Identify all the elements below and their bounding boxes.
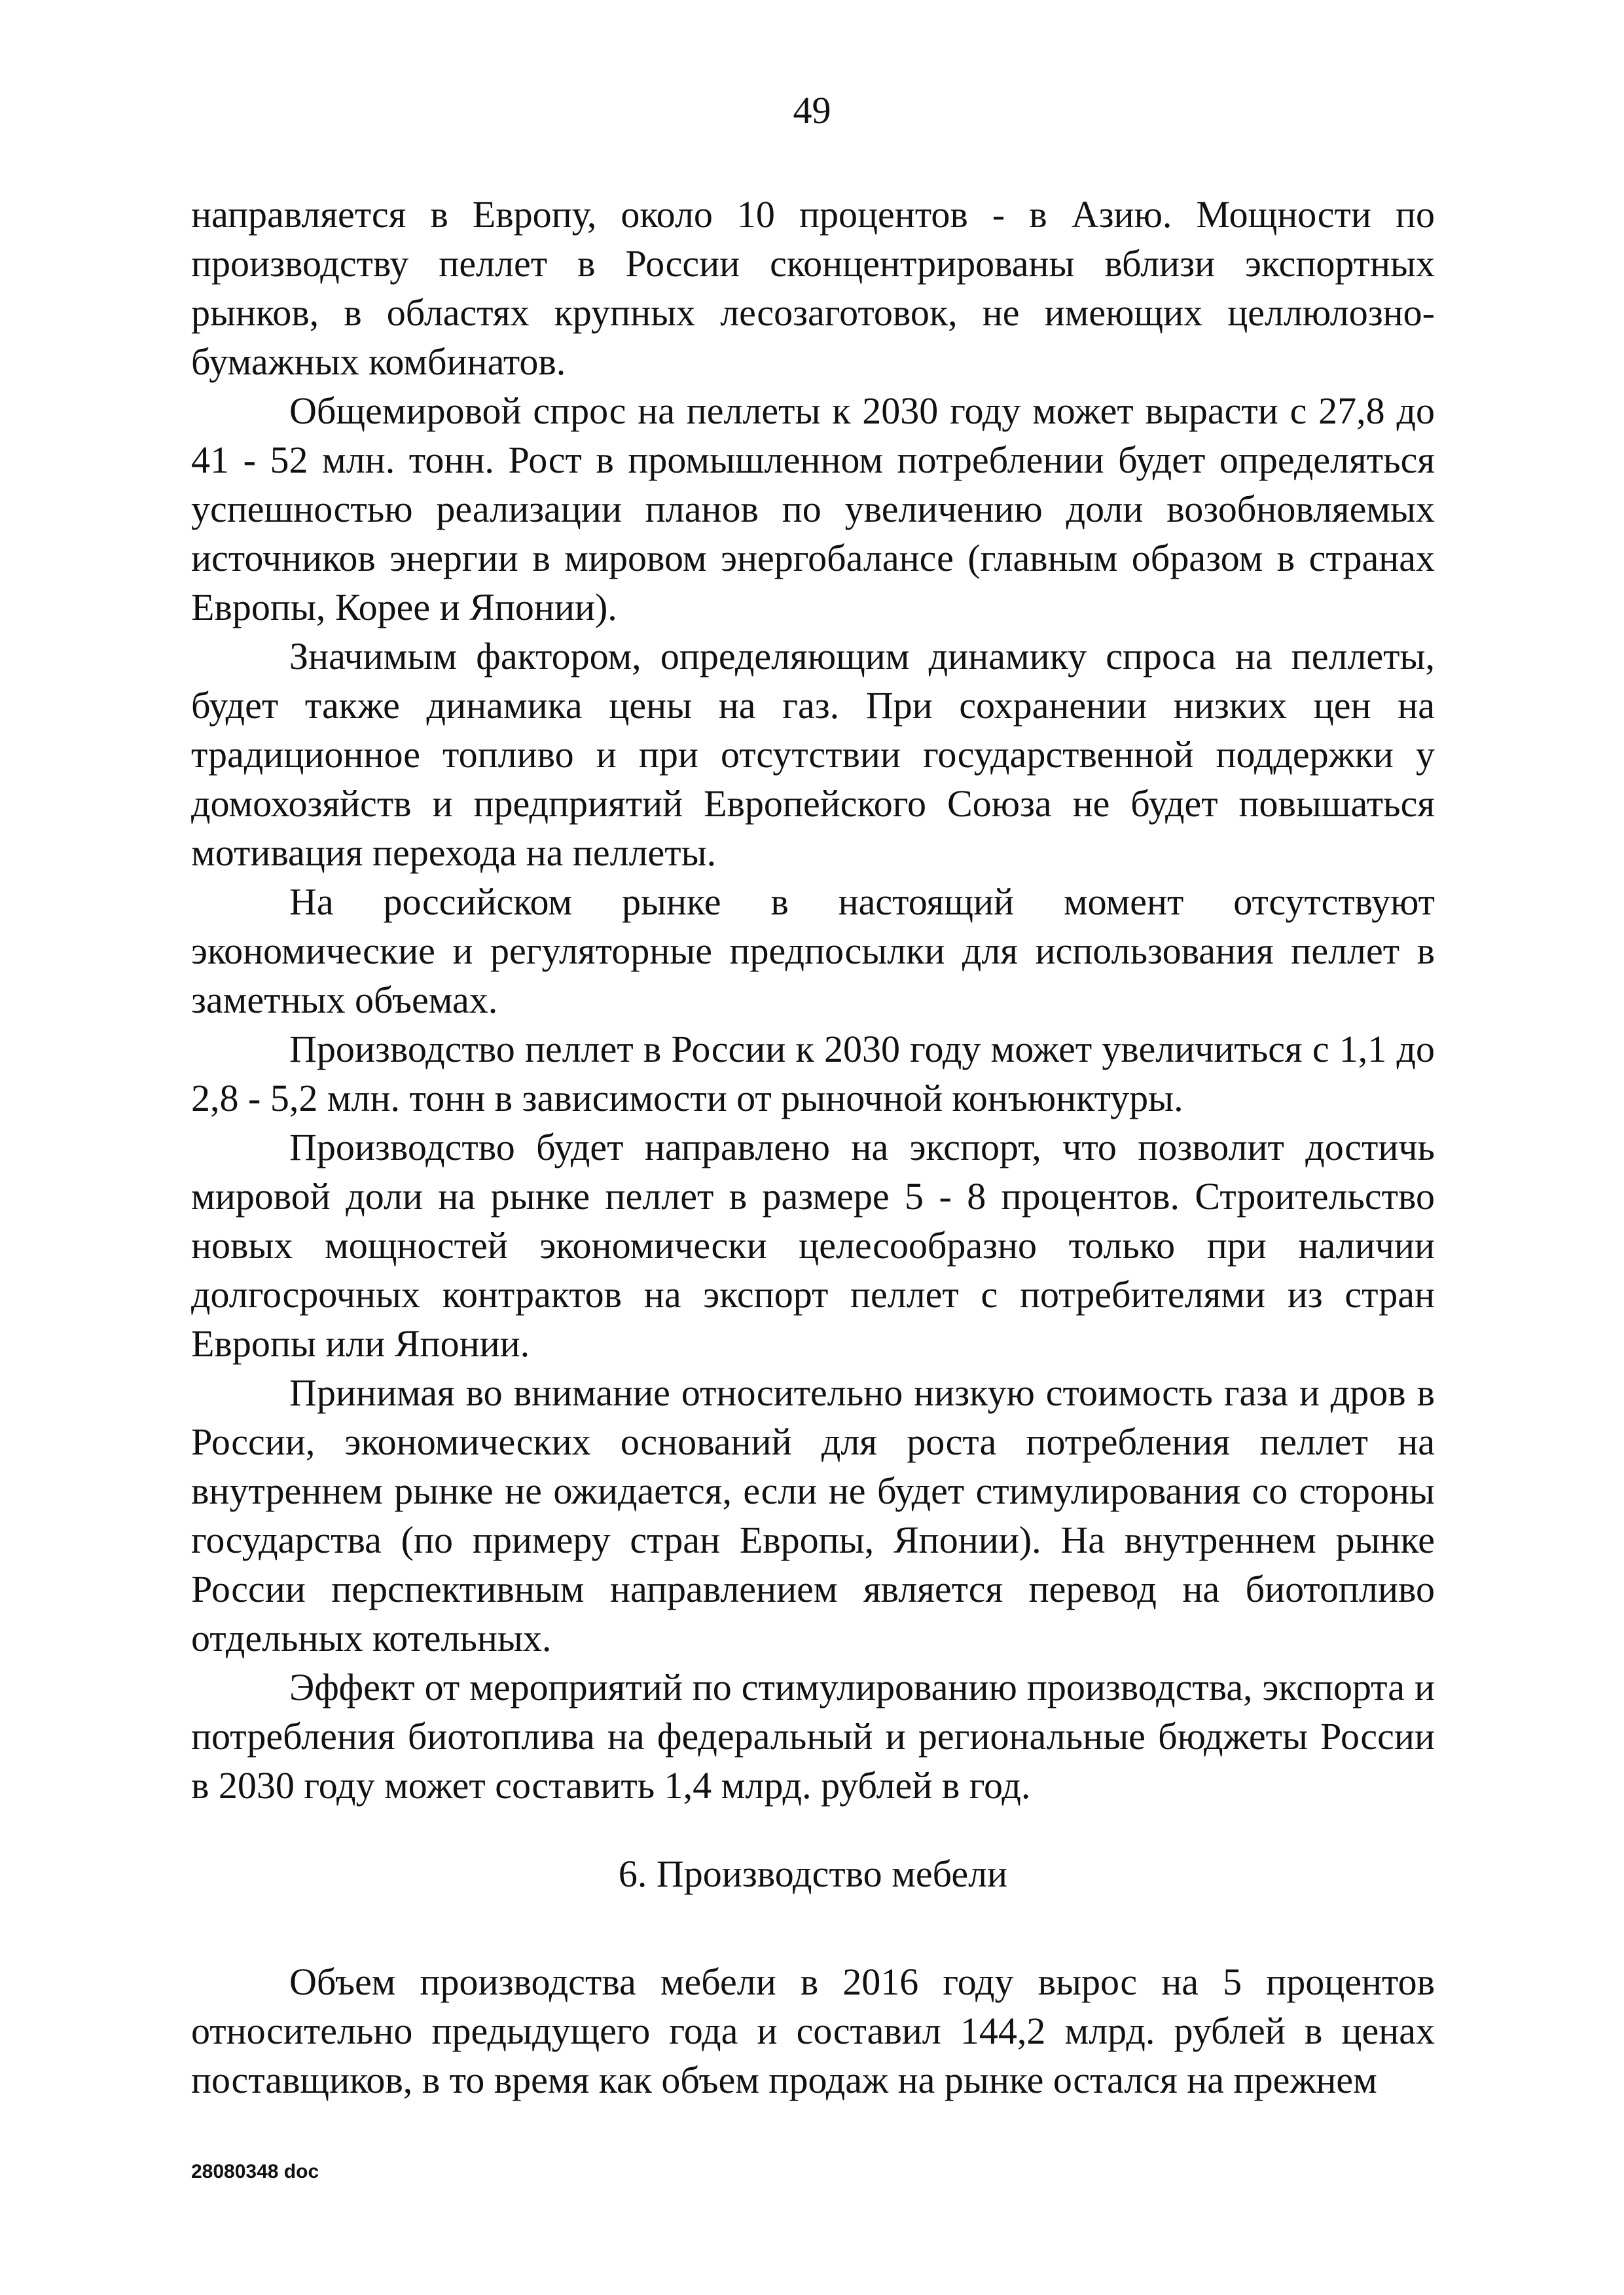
paragraph-8: Эффект от мероприятий по стимулированию производства, экспорта и потребления биотоплива на федеральный и региональные бюджеты России в 2030 году может составить 1,4 млрд. рублей в год. xyxy=(191,1666,1435,1807)
document-body xyxy=(191,190,1435,2105)
section-heading: 6. Производство мебели xyxy=(618,1852,1008,1895)
section-paragraph: Объем производства мебели в 2016 году вырос на 5 процентов относительно предыдущего года и составил 144,2 млрд. рублей в ценах поставщиков, в то время как объем продаж на рынке остался на прежнем xyxy=(191,1961,1435,2101)
paragraph-4: На российском рынке в настоящий момент отсутствуют экономические и регуляторные предпосылки для использования пеллет в заметных объемах. xyxy=(191,880,1435,1021)
paragraph-2: Общемировой спрос на пеллеты к 2030 году может вырасти с 27,8 до 41 - 52 млн. тонн. Рост в промышленном потреблении будет определяться успешностью реализации планов по увеличению доли возобновляемых источников энергии в мировом энергобалансе (главным образом в странах Европы, Корее и Японии). xyxy=(191,389,1435,628)
paragraph-5: Производство пеллет в России к 2030 году может увеличиться с 1,1 до 2,8 - 5,2 млн. тонн в зависимости от рыночной конъюнктуры. xyxy=(191,1028,1435,1119)
paragraph-3: Значимым фактором, определяющим динамику спроса на пеллеты, будет также динамика цены на газ. При сохранении низких цен на традиционное топливо и при отсутствии государственной поддержки у домохозяйств и предприятий Европейского Союза не будет повышаться мотивация перехода на пеллеты. xyxy=(191,635,1435,874)
paragraph-6: Производство будет направлено на экспорт, что позволит достичь мировой доли на рынке пеллет в размере 5 - 8 процентов. Строительство новых мощностей экономически целесообразно только при наличии долгосрочных контрактов на экспорт пеллет с потребителями из стран Европы или Японии. xyxy=(191,1126,1435,1365)
footer-doc-id: 28080348 doc xyxy=(191,2161,319,2182)
page-number: 49 xyxy=(793,89,831,132)
paragraph-7: Принимая во внимание относительно низкую стоимость газа и дров в России, экономических оснований для роста потребления пеллет на внутреннем рынке не ожидается, если не будет стимулирования со стороны государства (по примеру стран Европы, Японии). На внутреннем рынке России перспективным направлением является перевод на биотопливо отдельных котельных. xyxy=(191,1371,1435,1659)
paragraph-1: направляется в Европу, около 10 процентов - в Азию. Мощности по производству пеллет в России сконцентрированы вблизи экспортных рынков, в областях крупных лесозаготовок, не имеющих целлюлозно-бумажных комбинатов. xyxy=(191,193,1435,383)
